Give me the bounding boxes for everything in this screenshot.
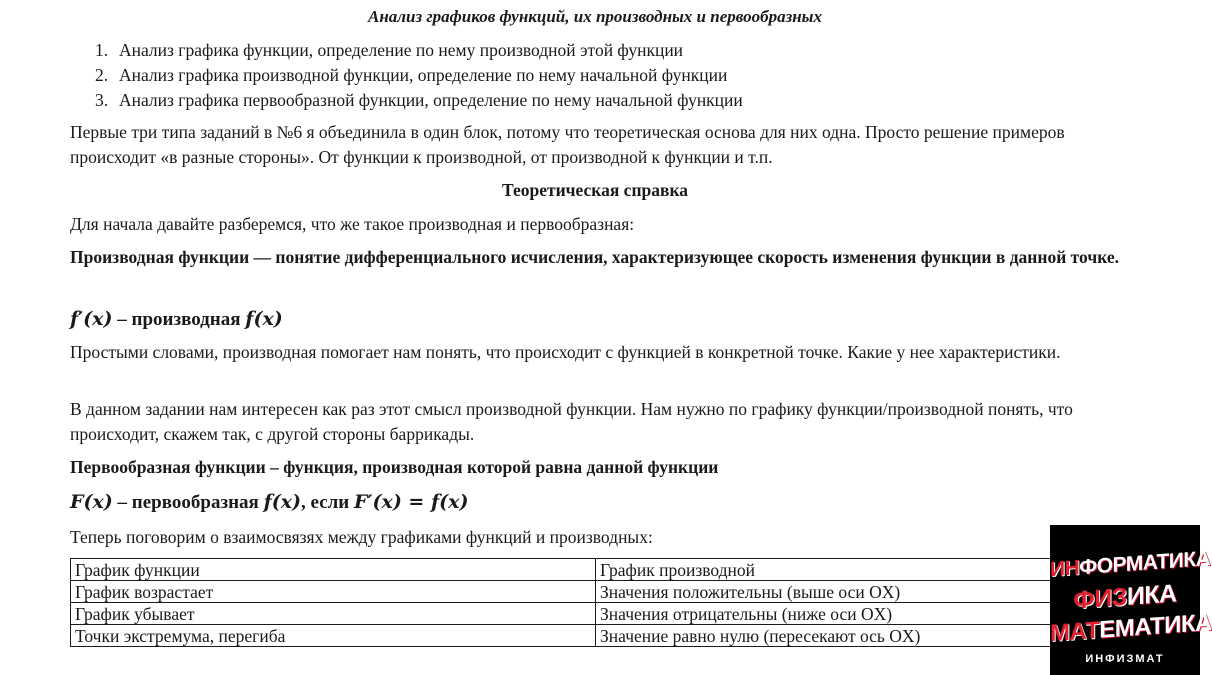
task-type-list	[95, 38, 743, 113]
table-cell: Значения положительны (выше оси OX)	[596, 581, 1127, 603]
lead-paragraph: Для начала давайте разберемся, что же такое производная и первообразная:	[70, 214, 635, 234]
formula-text: , если	[301, 492, 355, 513]
table-row	[71, 603, 1127, 625]
relations-table	[70, 558, 1127, 647]
antiderivative-formula	[70, 490, 1120, 515]
formula-term: f′(x)	[70, 308, 113, 330]
document-title: Анализ графиков функций, их производных и первообразных	[368, 7, 822, 26]
logo-line-informatika	[1050, 547, 1211, 582]
formula-term: F′(x) = f(x)	[354, 491, 469, 513]
list-item-text: Анализ графика первообразной функции, определение по нему начальной функции	[119, 90, 743, 110]
task-context-paragraph: В данном задании нам интересен как раз этот смысл производной функции. Нам нужно по графику функции/производной понять, что происходит, скажем так, с другой стороны баррикады.	[70, 399, 1073, 444]
table-cell: График функции	[71, 559, 596, 581]
formula-text: – первообразная	[112, 492, 264, 513]
relations-lead: Теперь поговорим о взаимосвязях между графиками функций и производных:	[70, 527, 653, 547]
logo-red-part: ИН	[1050, 556, 1080, 582]
logo-white-part: ФОРМАТИКА	[1079, 547, 1211, 580]
antiderivative-definition: Первообразная функции – функция, производная которой равна данной функции	[70, 457, 719, 477]
list-item-text: Анализ графика производной функции, определение по нему начальной функции	[119, 65, 728, 85]
table-cell: График производной	[596, 559, 1127, 581]
list-item	[95, 38, 743, 63]
intro-paragraph: Первые три типа заданий в №6 я объединила в один блок, потому что теоретическая основа для них одна. Просто решение примеров происходит «в разные стороны». От функции к производной, от производной к функции и т.п.	[70, 122, 1065, 167]
list-item-text: Анализ графика функции, определение по нему производной этой функции	[119, 40, 684, 60]
table-row	[71, 581, 1127, 603]
formula-term: F(x)	[70, 491, 113, 513]
formula-term: f(x)	[263, 491, 302, 513]
formula-term: f(x)	[245, 308, 283, 330]
logo-white-part: ЕМАТИКА	[1099, 608, 1212, 644]
table-row	[71, 625, 1127, 647]
table-cell: Значение равно нулю (пересекают ось OX)	[596, 625, 1127, 647]
section-heading: Теоретическая справка	[501, 180, 689, 200]
table-cell: График убывает	[71, 603, 596, 625]
list-number: 1.	[95, 40, 109, 60]
logo-white-part: ИКА	[1126, 579, 1177, 611]
derivative-formula	[70, 307, 1120, 332]
table-cell: График возрастает	[71, 581, 596, 603]
logo-red-part: ФИЗ	[1073, 582, 1127, 615]
logo-red-part: МАТ	[1050, 616, 1100, 648]
list-item	[95, 63, 743, 88]
logo-caption: ИНФИЗМАТ	[1085, 653, 1165, 665]
simple-words-paragraph: Простыми словами, производная помогает нам понять, что происходит с функцией в конкретной точке. Какие у нее характеристики.	[70, 342, 1061, 362]
table-row	[71, 559, 1127, 581]
table-cell: Точки экстремума, перегиба	[71, 625, 596, 647]
list-number: 2.	[95, 65, 109, 85]
list-item	[95, 88, 743, 113]
list-number: 3.	[95, 90, 109, 110]
formula-text: – производная	[112, 309, 246, 330]
infizmat-logo	[1050, 525, 1212, 675]
table-cell: Значения отрицательны (ниже оси OX)	[596, 603, 1127, 625]
derivative-definition: Производная функции — понятие дифференциального исчисления, характеризующее скорость изменения функции в данной точке.	[70, 247, 1119, 267]
